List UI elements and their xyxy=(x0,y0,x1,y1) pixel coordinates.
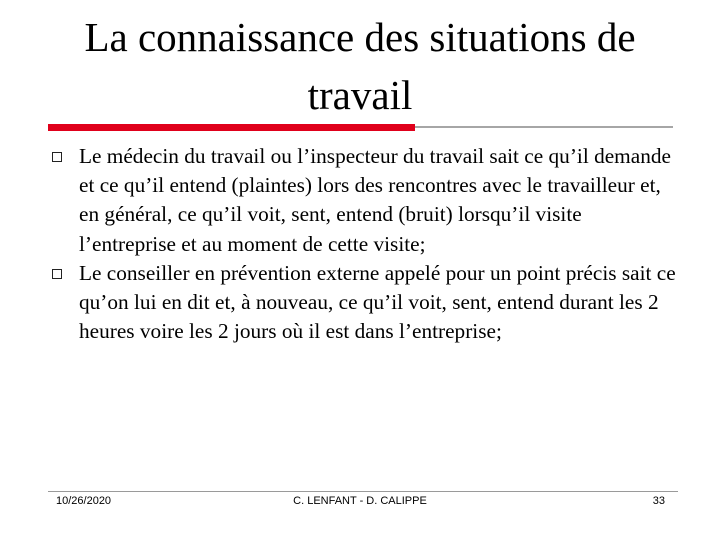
bullet-item xyxy=(48,259,678,347)
bullet-item xyxy=(48,142,678,259)
slide-title: La connaissance des situations de travail xyxy=(84,14,636,118)
footer-date: 10/26/2020 xyxy=(56,495,112,507)
hollow-square-icon xyxy=(52,269,62,279)
bullet-list xyxy=(48,142,678,346)
title-secondary-rule xyxy=(415,126,673,128)
bullet-text: Le conseiller en prévention externe appelé pour un point précis sait ce qu’on lui en dit et, à nouveau, ce qu’il voit, sent, entend durant les 2 heures voire les 2 jours où il est dans l’entreprise; xyxy=(79,260,676,344)
title-accent-rule xyxy=(48,124,415,131)
bullet-text: Le médecin du travail ou l’inspecteur du travail sait ce qu’il demande et ce qu’il entend (plaintes) lors des rencontres avec le travailleur et, en général, ce qu’il voit, sent, entend (bruit) lorsqu’il visite l’entreprise et au moment de cette visite; xyxy=(79,144,671,256)
footer-divider xyxy=(48,491,678,492)
footer-author: C. LENFANT - D. CALIPPE xyxy=(293,495,427,507)
footer-page-number: 33 xyxy=(652,495,665,507)
hollow-square-icon xyxy=(52,152,62,162)
